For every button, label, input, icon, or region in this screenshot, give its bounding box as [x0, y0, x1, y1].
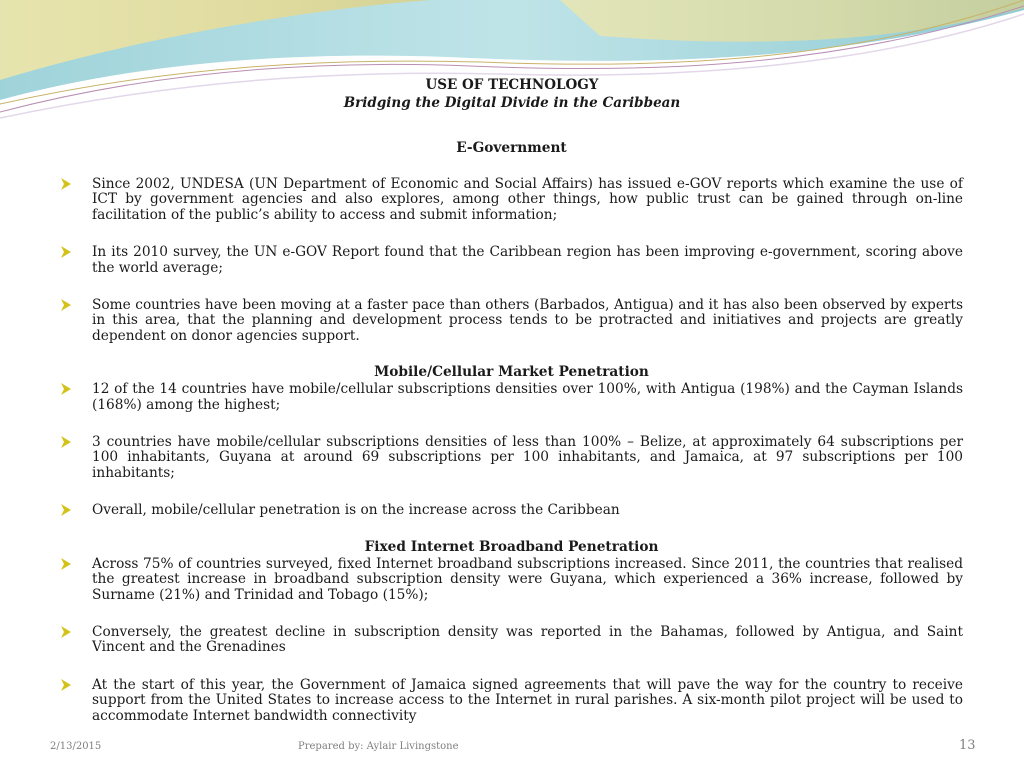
- section-heading-egov: E-Government: [456, 140, 567, 156]
- footer-prepared-by: Prepared by: Aylair Livingstone: [298, 741, 459, 752]
- bullet-text: Across 75% of countries surveyed, fixed Internet broadband subscriptions increased. Since 2011, the countries that realised the greatest increase in broadband subscription density were Guyana, which experienced a 36% increase, followed by Surname (21%) and Trinidad and Tobago (15%);: [92, 555, 963, 603]
- bullet-mobile-below: [60, 435, 963, 481]
- page-number: 13: [959, 738, 976, 753]
- slide-content: [60, 139, 963, 724]
- bullet-arrow-icon: [60, 435, 72, 449]
- bullet-text: At the start of this year, the Government of Jamaica signed agreements that will pave the way for the country to receive support from the United States to increase access to the Internet in rural parishes. A six-month pilot project will be used to accommodate Internet bandwidth connectivity: [92, 676, 963, 724]
- bullet-arrow-icon: [60, 625, 72, 639]
- bullet-broadband-decline: [60, 625, 963, 656]
- bullet-text: 3 countries have mobile/cellular subscriptions densities of less than 100% – Belize, at approximately 64 subscriptions per 100 inhabitants, Guyana at around 69 subscriptions per 100 inhabitants, and Jamaica, at 97 subscriptions per 100 inhabitants;: [92, 434, 963, 481]
- bullet-arrow-icon: [60, 245, 72, 259]
- bullet-arrow-icon: [60, 503, 72, 517]
- bullet-text: Conversely, the greatest decline in subscription density was reported in the Bahamas, followed by Antigua, and Saint Vincent and the Grenadines: [92, 623, 963, 656]
- bullet-egov-survey: [60, 245, 963, 276]
- slide-title: USE OF TECHNOLOGY: [425, 77, 599, 93]
- bullet-broadband-increase: [60, 557, 963, 603]
- title-block: [0, 77, 1024, 113]
- bullet-arrow-icon: [60, 177, 72, 191]
- bullet-arrow-icon: [60, 557, 72, 571]
- footer-date: 2/13/2015: [50, 741, 102, 752]
- slide-subtitle: Bridging the Digital Divide in the Caribbean: [343, 95, 681, 111]
- bullet-arrow-icon: [60, 298, 72, 312]
- bullet-text: Since 2002, UNDESA (UN Department of Economic and Social Affairs) has issued e-GOV reports which examine the use of ICT by government agencies and also explores, among other things, how public trust can be gained through on-line facilitation of the public’s ability to access and submit information;: [92, 176, 963, 223]
- bullet-egov-undesa: [60, 177, 963, 223]
- bullet-text: Some countries have been moving at a faster pace than others (Barbados, Antigua) and it has also been observed by experts in this area, that the planning and development process tends to be protracted and initiatives and projects are greatly dependent on donor agencies support.: [92, 297, 963, 344]
- bullet-egov-pace: [60, 298, 963, 344]
- bullet-text: In its 2010 survey, the UN e-GOV Report found that the Caribbean region has been improving e-government, scoring above the world average;: [92, 244, 963, 276]
- bullet-mobile-overall: [60, 503, 963, 518]
- bullet-text: 12 of the 14 countries have mobile/cellular subscriptions densities over 100%, with Antigua (198%) and the Cayman Islands (168%) among the highest;: [92, 381, 963, 413]
- bullet-mobile-densities: [60, 382, 963, 413]
- section-heading-mobile: Mobile/Cellular Market Penetration: [374, 364, 649, 381]
- bullet-broadband-jamaica: [60, 678, 963, 724]
- bullet-arrow-icon: [60, 678, 72, 692]
- bullet-text: Overall, mobile/cellular penetration is on the increase across the Caribbean: [92, 502, 620, 519]
- section-heading-broadband: Fixed Internet Broadband Penetration: [364, 538, 659, 555]
- bullet-arrow-icon: [60, 382, 72, 396]
